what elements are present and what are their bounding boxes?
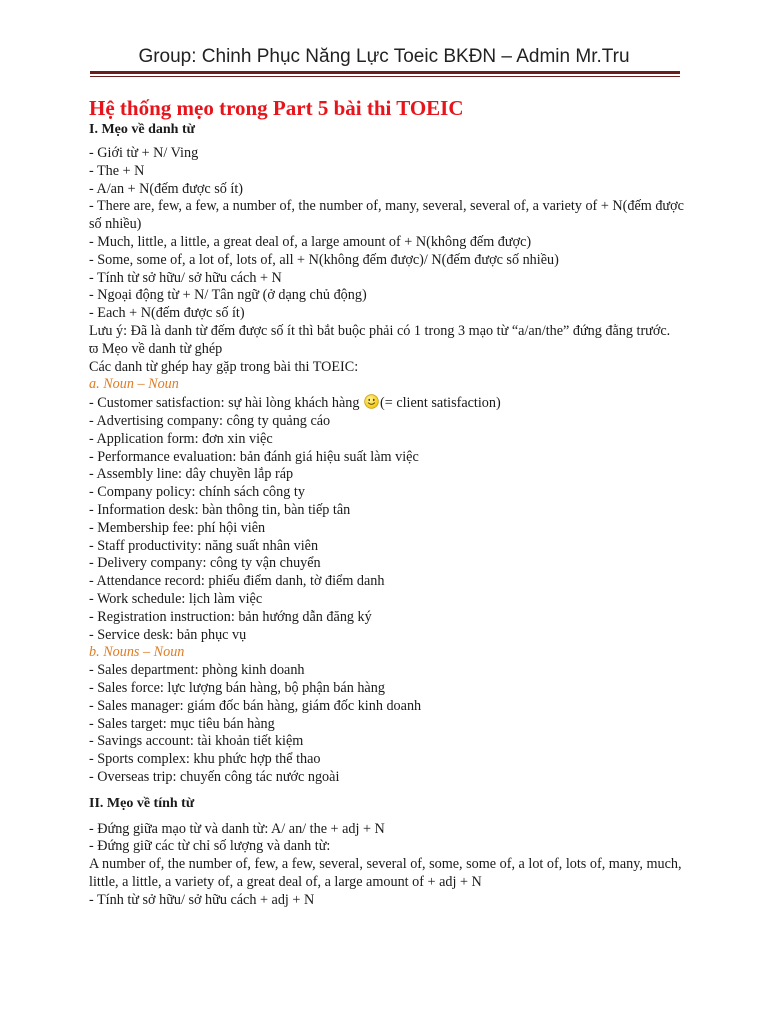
- subheading-noun-noun: a. Noun – Noun: [89, 376, 179, 393]
- adjective-rules-list: [89, 821, 689, 910]
- header-rule-thick: [90, 71, 680, 74]
- list-item: - Attendance record: phiếu điểm danh, tờ điểm danh: [89, 573, 385, 590]
- list-item: - Advertising company: công ty quảng cáo: [89, 412, 331, 429]
- list-item: A number of, the number of, few, a few, several, several of, some, some of, a lot of, lots of, many, much, little, a little, a variety of, a great deal of, a large amount of + adj + N: [89, 856, 682, 891]
- list-item: - Company policy: chính sách công ty: [89, 484, 305, 501]
- list-item: - Information desk: bàn thông tin, bàn tiếp tân: [89, 501, 351, 518]
- note-text: Lưu ý: Đã là danh từ đếm được số ít thì bắt buộc phải có 1 trong 3 mạo từ “a/an/the” đứng đằng trước.: [89, 322, 671, 339]
- section-heading-nouns: I. Mẹo về danh từ: [89, 122, 196, 137]
- section-heading-adjectives: II. Mẹo về tính từ: [89, 795, 195, 811]
- list-item: - Tính từ sở hữu/ sở hữu cách + N: [89, 269, 282, 286]
- list-item: - Sales department: phòng kinh doanh: [89, 662, 305, 679]
- list-item: - Đứng giữa mạo từ và danh từ: A/ an/ the + adj + N: [89, 820, 385, 837]
- list-item: - Work schedule: lịch làm việc: [89, 590, 263, 607]
- list-item-text: (= client satisfaction): [380, 395, 501, 412]
- list-item: - Assembly line: dây chuyền lắp ráp: [89, 466, 294, 483]
- document-body: [89, 95, 689, 910]
- list-item: - Sales manager: giám đốc bán hàng, giám đốc kinh doanh: [89, 697, 422, 714]
- compound-noun-intro: Các danh từ ghép hay gặp trong bài thi TOEIC:: [89, 358, 359, 375]
- list-item: - Sales target: mục tiêu bán hàng: [89, 715, 275, 732]
- list-item-text: - Customer satisfaction: sự hài lòng khách hàng: [89, 395, 364, 412]
- list-item: - Tính từ sở hữu/ sở hữu cách + adj + N: [89, 891, 315, 908]
- header-rule-thin: [90, 76, 680, 77]
- list-item: - Staff productivity: năng suất nhân viên: [89, 537, 319, 554]
- list-item: - Ngoại động từ + N/ Tân ngữ (ở dạng chủ động): [89, 287, 367, 304]
- list-item: - Application form: đơn xin việc: [89, 430, 273, 447]
- list-item: - Performance evaluation: bản đánh giá hiệu suất làm việc: [89, 448, 419, 465]
- list-item: - Sales force: lực lượng bán hàng, bộ phận bán hàng: [89, 679, 385, 696]
- list-item: - Some, some of, a lot of, lots of, all + N(không đếm được)/ N(đếm được số nhiều): [89, 251, 559, 268]
- subheading-nouns-noun: b. Nouns – Noun: [89, 644, 185, 661]
- header-text: Group: Chinh Phục Năng Lực Toeic BKĐN – Admin Mr.Tru: [138, 46, 630, 67]
- list-item: - Membership fee: phí hội viên: [89, 519, 266, 536]
- smiley-face-icon: [364, 394, 379, 409]
- list-item: - Overseas trip: chuyến công tác nước ngoài: [89, 768, 340, 785]
- nouns-noun-list: [89, 662, 689, 787]
- list-item: - Savings account: tài khoản tiết kiệm: [89, 733, 304, 750]
- list-item: [89, 394, 689, 413]
- page-title: Hệ thống mẹo trong Part 5 bài thi TOEIC: [89, 96, 464, 120]
- list-item: - A/an + N(đếm được số ít): [89, 180, 244, 197]
- list-item: - Much, little, a little, a great deal of, a large amount of + N(không đếm được): [89, 233, 532, 250]
- list-item: - Delivery company: công ty vận chuyển: [89, 555, 321, 572]
- list-item: - Each + N(đếm được số ít): [89, 305, 245, 322]
- list-item: - There are, few, a few, a number of, the number of, many, several, several of, a variety of + N(đếm được số nhiều): [89, 198, 684, 233]
- list-item: - The + N: [89, 162, 145, 179]
- noun-noun-list: [89, 394, 689, 644]
- list-item: - Registration instruction: bản hướng dẫn đăng ký: [89, 608, 372, 625]
- list-item: - Đứng giữ các từ chỉ số lượng và danh từ:: [89, 838, 331, 855]
- list-item: - Service desk: bản phục vụ: [89, 626, 247, 643]
- list-item: - Giới từ + N/ Ving: [89, 145, 199, 161]
- list-item: - Sports complex: khu phức hợp thể thao: [89, 751, 321, 768]
- compound-noun-heading: ϖ Mẹo về danh từ ghép: [89, 340, 223, 357]
- noun-rules-list: [89, 145, 689, 376]
